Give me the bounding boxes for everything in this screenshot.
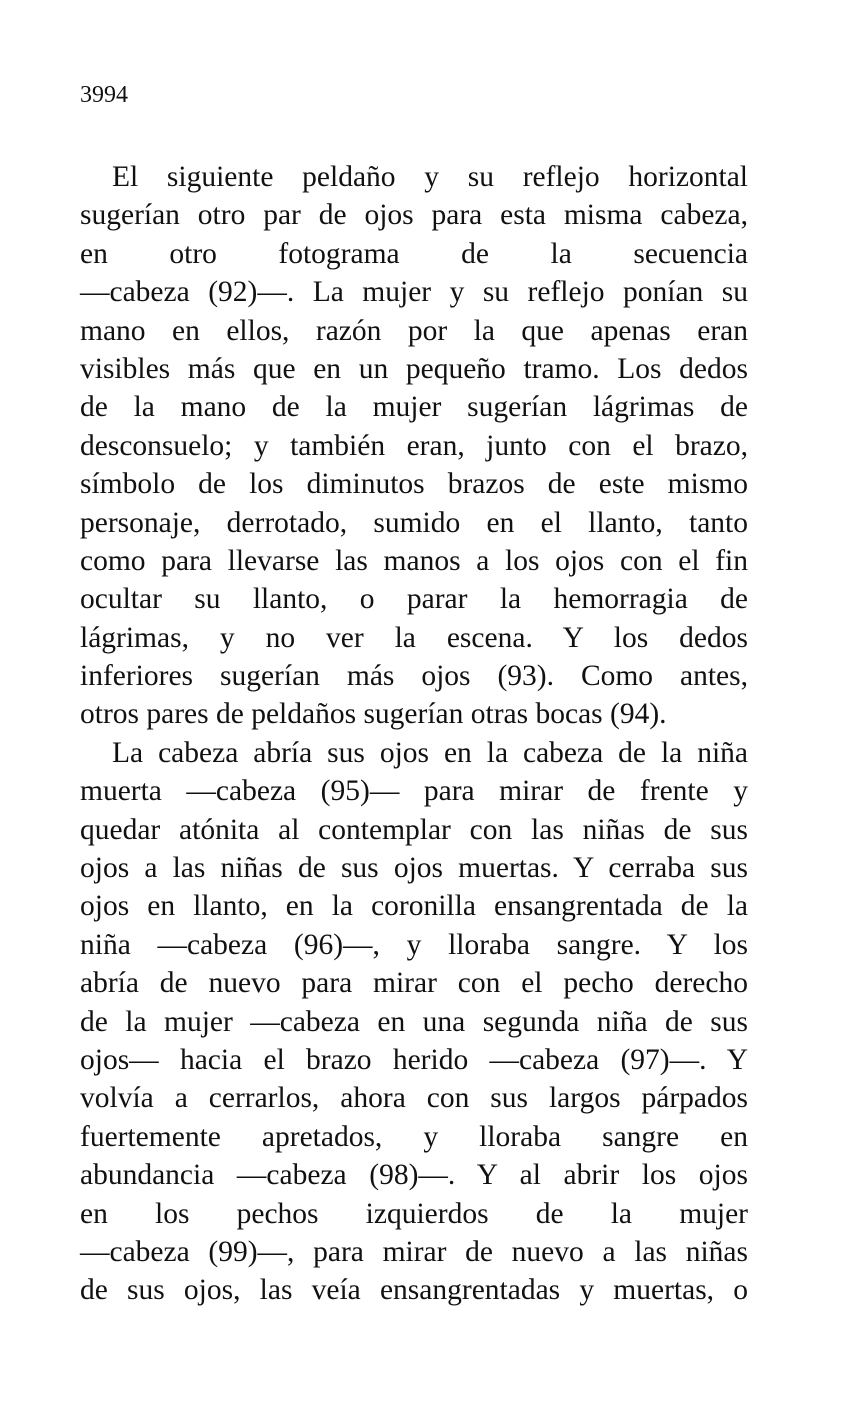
text-line: muerta —cabeza (95)— para mirar de frente y xyxy=(80,775,748,808)
text-line: quedar atónita al contemplar con las niñas de sus xyxy=(80,813,748,846)
text-line: —cabeza (99)—, para mirar de nuevo a las niñas xyxy=(80,1235,748,1268)
text-line: inferiores sugerían más ojos (93). Como antes, xyxy=(80,660,748,693)
text-line: niña —cabeza (96)—, y lloraba sangre. Y los xyxy=(80,928,748,961)
text-line: de sus ojos, las veía ensangrentadas y muertas, o xyxy=(80,1274,748,1307)
text-line: lágrimas, y no ver la escena. Y los dedos xyxy=(80,621,748,654)
text-line: ojos— hacia el brazo herido —cabeza (97)—. Y xyxy=(80,1043,748,1076)
text-line: en otro fotograma de la secuencia xyxy=(80,237,748,270)
text-line: de la mano de la mujer sugerían lágrimas de xyxy=(80,391,748,424)
text-line: otros pares de peldaños sugerían otras bocas (94). xyxy=(80,698,667,731)
text-line: sugerían otro par de ojos para esta misma cabeza, xyxy=(80,199,748,232)
text-line: desconsuelo; y también eran, junto con el brazo, xyxy=(80,429,748,462)
paragraph-1 xyxy=(80,158,748,734)
body-text xyxy=(80,158,748,1310)
text-line: como para llevarse las manos a los ojos con el fin xyxy=(80,544,748,577)
text-line: ojos a las niñas de sus ojos muertas. Y cerraba sus xyxy=(80,852,748,885)
text-line: abría de nuevo para mirar con el pecho derecho xyxy=(80,967,748,1000)
text-line: —cabeza (92)—. La mujer y su reflejo ponían su xyxy=(80,276,748,309)
text-line: abundancia —cabeza (98)—. Y al abrir los ojos xyxy=(80,1159,748,1192)
text-line: La cabeza abría sus ojos en la cabeza de la niña xyxy=(112,736,748,769)
text-line: visibles más que en un pequeño tramo. Los dedos xyxy=(80,352,748,385)
text-line: personaje, derrotado, sumido en el llanto, tanto xyxy=(80,506,748,539)
text-line: ojos en llanto, en la coronilla ensangrentada de la xyxy=(80,890,748,923)
text-line: mano en ellos, razón por la que apenas eran xyxy=(80,314,748,347)
text-line: ocultar su llanto, o parar la hemorragia de xyxy=(80,583,748,616)
text-line: en los pechos izquierdos de la mujer xyxy=(80,1197,748,1230)
text-line: de la mujer —cabeza en una segunda niña de sus xyxy=(80,1005,748,1038)
text-line: El siguiente peldaño y su reflejo horizontal xyxy=(112,161,748,193)
text-line: fuertemente apretados, y lloraba sangre en xyxy=(80,1120,748,1153)
paragraph-2 xyxy=(80,734,748,1310)
text-line: símbolo de los diminutos brazos de este mismo xyxy=(80,468,748,501)
text-line: volvía a cerrarlos, ahora con sus largos párpados xyxy=(80,1082,748,1115)
page-number: 3994 xyxy=(80,82,128,108)
